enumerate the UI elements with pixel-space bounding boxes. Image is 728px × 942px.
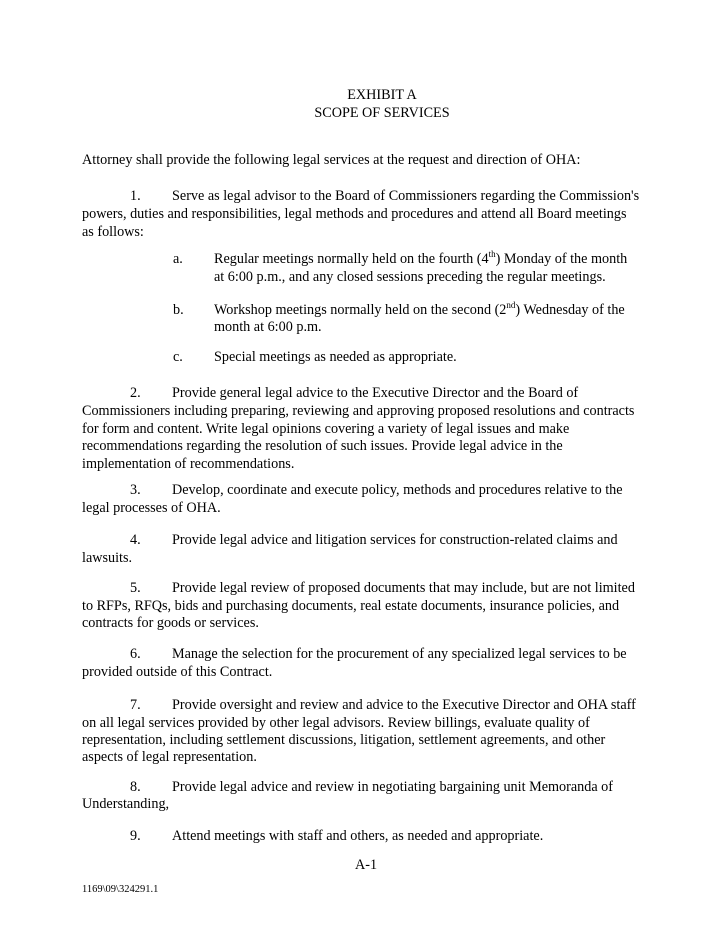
item-4-number: 4. (130, 532, 141, 548)
item-4-text: lawsuits. (82, 550, 133, 566)
item-6-number: 6. (130, 646, 141, 662)
item-1-number: 1. (130, 188, 141, 204)
item-2-text: Provide general legal advice to the Executive Director and the Board of (172, 385, 579, 401)
item-1-text: as follows: (82, 224, 144, 240)
item-9-number: 9. (130, 828, 141, 844)
item-5-text: Provide legal review of proposed documents that may include, but are not limited (172, 580, 635, 596)
document-id: 1169\09\324291.1 (82, 884, 159, 895)
item-5-text: to RFPs, RFQs, bids and purchasing documents, real estate documents, insurance policies, and (82, 598, 620, 614)
item-1-text: powers, duties and responsibilities, legal methods and procedures and attend all Board meetings (82, 206, 627, 222)
item-7-text: on all legal services provided by other legal advisors. Review billings, evaluate quality of (82, 715, 590, 731)
item-8-number: 8. (130, 779, 141, 795)
item-2-number: 2. (130, 385, 141, 401)
item-1-text: Serve as legal advisor to the Board of Commissioners regarding the Commission's (172, 188, 640, 204)
item-2-text: recommendations regarding the resolution of such issues. Provide legal advice in the (82, 438, 563, 454)
page-number: A-1 (355, 857, 378, 873)
item-8-text: Understanding, (82, 796, 170, 812)
item-6-text: Manage the selection for the procurement of any specialized legal services to be (172, 646, 627, 662)
item-5-number: 5. (130, 580, 141, 596)
item-3-text: Develop, coordinate and execute policy, methods and procedures relative to the (172, 482, 623, 498)
item-7-text: representation, including settlement discussions, litigation, settlement agreements, and other (82, 732, 606, 748)
item-9-text: Attend meetings with staff and others, as needed and appropriate. (172, 828, 544, 844)
sub-item-b-text: Workshop meetings normally held on the second (2nd) Wednesday of the (214, 300, 625, 318)
item-2-text: for form and content. Write legal opinions covering a variety of legal issues and make (82, 421, 570, 437)
item-7-text: aspects of legal representation. (82, 749, 257, 765)
sub-item-c-text: Special meetings as needed as appropriate. (214, 349, 457, 365)
sub-item-a-text: Regular meetings normally held on the fourth (4th) Monday of the month (214, 249, 628, 267)
item-2-text: Commissioners including preparing, reviewing and approving proposed resolutions and contracts (82, 403, 635, 419)
sub-item-b-letter: b. (173, 302, 184, 318)
intro-paragraph: Attorney shall provide the following legal services at the request and direction of OHA: (82, 152, 581, 168)
item-3-text: legal processes of OHA. (82, 500, 221, 516)
page-title: SCOPE OF SERVICES (314, 105, 450, 121)
item-5-text: contracts for goods or services. (82, 615, 259, 631)
sub-item-b-text: month at 6:00 p.m. (214, 319, 322, 335)
item-4-text: Provide legal advice and litigation services for construction-related claims and (172, 532, 618, 548)
item-8-text: Provide legal advice and review in negotiating bargaining unit Memoranda of (172, 779, 613, 795)
exhibit-label: EXHIBIT A (347, 87, 417, 103)
item-7-number: 7. (130, 697, 141, 713)
item-7-text: Provide oversight and review and advice to the Executive Director and OHA staff (172, 697, 636, 713)
sub-item-c-letter: c. (173, 349, 183, 365)
sub-item-a-letter: a. (173, 251, 183, 267)
item-2-text: implementation of recommendations. (82, 456, 295, 472)
item-3-number: 3. (130, 482, 141, 498)
sub-item-a-text: at 6:00 p.m., and any closed sessions preceding the regular meetings. (214, 269, 606, 285)
item-6-text: provided outside of this Contract. (82, 664, 273, 680)
